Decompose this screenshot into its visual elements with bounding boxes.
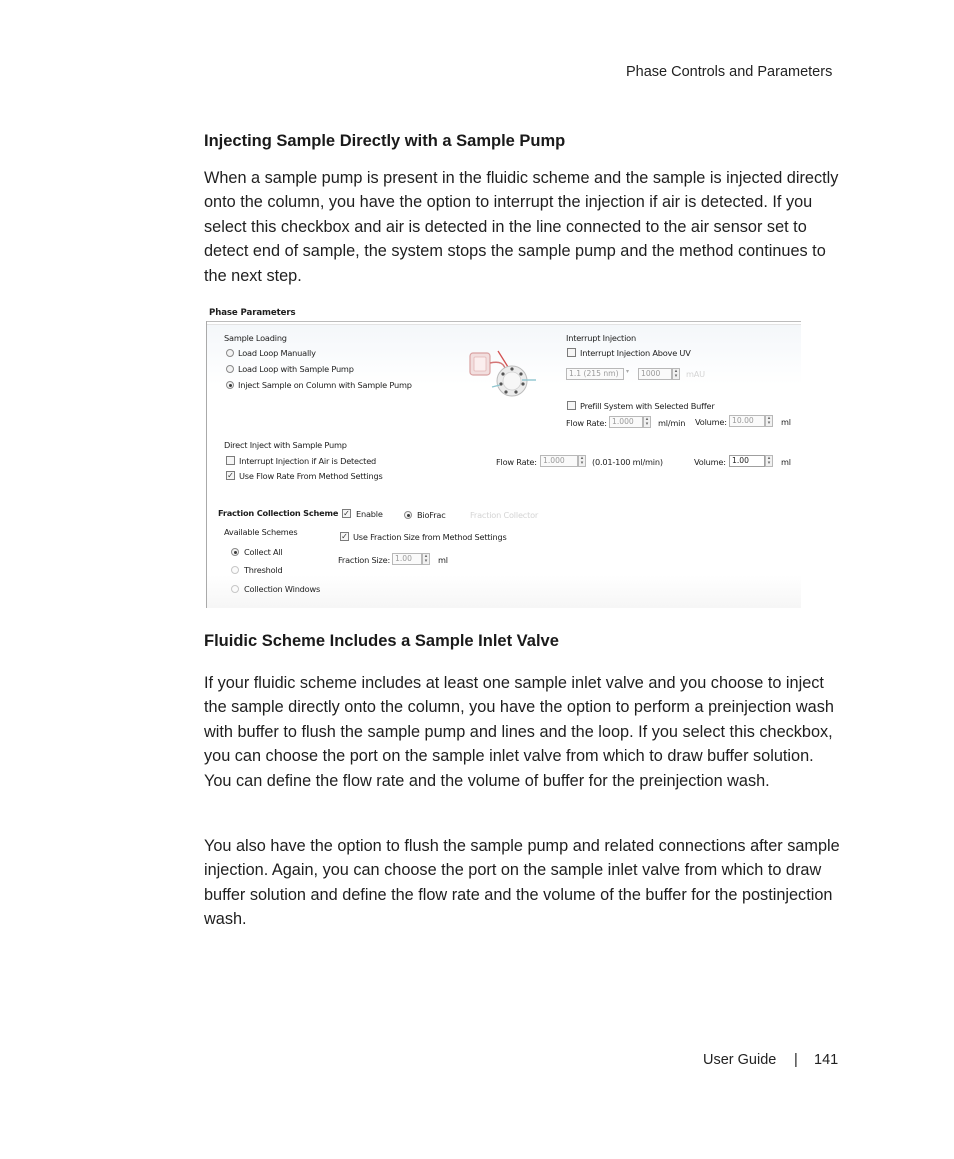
valve-diagram-icon	[466, 347, 536, 405]
checkbox-interrupt-air[interactable]	[226, 456, 235, 465]
direct-volume-input[interactable]: 1.00	[729, 455, 765, 467]
checkbox-interrupt-above-uv[interactable]	[567, 348, 576, 357]
chevron-down-icon[interactable]: ▾	[626, 368, 630, 375]
checkbox-enable-fraction[interactable]: ✓	[343, 509, 350, 518]
direct-flow-rate-label: Flow Rate:	[496, 457, 537, 467]
footer-page-number: 141	[814, 1052, 839, 1068]
radio-collect-all[interactable]	[231, 548, 239, 556]
paragraph-inlet-valve-1: If your fluidic scheme includes at least one sample inlet valve and you choose to inject the sample directly onto the column, you have the option to perform a preinjection wash with buffer to flush the sample pump and lines and the loop. If you select this checkbox, you can choose the port on the sample inlet valve from which to draw buffer solution. You can define the flow rate and the volume of buffer for the preinjection wash.	[204, 674, 834, 790]
use-flow-rate-label: Use Flow Rate From Method Settings	[239, 471, 383, 481]
running-header: Phase Controls and Parameters	[626, 64, 833, 80]
phase-parameters-panel	[206, 305, 801, 608]
prefill-flow-rate-label: Flow Rate:	[566, 418, 607, 428]
prefill-flow-rate-spinner[interactable]: ▴ ▾	[643, 416, 651, 428]
prefill-volume-unit: ml	[781, 417, 791, 427]
load-loop-manually-label: Load Loop Manually	[238, 348, 316, 358]
paragraph-sample-pump: When a sample pump is present in the fluidic scheme and the sample is injected directly onto the column, you have the option to interrupt the injection if air is detected. If you select this checkbox and air is detected in the line connected to the air sensor set to detect end of sample, the system stops the sample pump and the method continues to the next step.	[204, 169, 839, 285]
checkbox-use-fraction-size[interactable]: ✓	[341, 532, 348, 541]
section-heading-sample-pump: Injecting Sample Directly with a Sample Pump	[204, 132, 566, 150]
fraction-size-input[interactable]: 1.00	[392, 553, 422, 565]
fraction-size-spinner[interactable]: ▴ ▾	[422, 553, 430, 565]
direct-flow-rate-range: (0.01-100 ml/min)	[592, 457, 663, 467]
fraction-size-label: Fraction Size:	[338, 555, 391, 565]
prefill-system-label: Prefill System with Selected Buffer	[580, 401, 715, 411]
uv-threshold-input[interactable]: 1000	[638, 368, 672, 380]
inject-sample-on-column-label: Inject Sample on Column with Sample Pump	[238, 380, 412, 390]
prefill-volume-label: Volume:	[695, 417, 727, 427]
interrupt-injection-label: Interrupt Injection	[566, 333, 636, 343]
radio-inject-sample-on-column[interactable]	[226, 381, 234, 389]
panel-divider	[206, 321, 801, 322]
fraction-collection-label: Fraction Collection Scheme	[218, 508, 339, 518]
section-heading-inlet-valve: Fluidic Scheme Includes a Sample Inlet Valve	[204, 632, 559, 650]
fraction-collector-label: Fraction Collector	[470, 510, 539, 520]
threshold-label: Threshold	[244, 565, 283, 575]
biofrac-label: BioFrac	[417, 510, 446, 520]
uv-threshold-spinner[interactable]: ▴ ▾	[672, 368, 680, 380]
uv-unit-label: mAU	[686, 369, 705, 379]
fraction-size-unit: ml	[438, 555, 448, 565]
radio-threshold[interactable]	[231, 566, 239, 574]
enable-label: Enable	[356, 509, 383, 519]
checkbox-use-flow-rate[interactable]: ✓	[227, 471, 234, 480]
interrupt-above-uv-label: Interrupt Injection Above UV	[580, 348, 691, 358]
direct-inject-label: Direct Inject with Sample Pump	[224, 440, 347, 450]
panel-title: Phase Parameters	[209, 308, 296, 318]
footer-guide-label: User Guide	[703, 1052, 777, 1068]
panel-left-border	[206, 321, 207, 608]
prefill-flow-rate-unit: ml/min	[658, 418, 686, 428]
interrupt-air-label: Interrupt Injection if Air is Detected	[239, 456, 377, 466]
footer-separator: |	[794, 1052, 798, 1068]
direct-flow-rate-spinner[interactable]: ▴ ▾	[578, 455, 586, 467]
direct-volume-label: Volume:	[694, 457, 726, 467]
direct-volume-spinner[interactable]: ▴ ▾	[765, 455, 773, 467]
uv-channel-select[interactable]: 1.1 (215 nm)	[566, 368, 624, 380]
paragraph-inlet-valve-2: You also have the option to flush the sample pump and related connections after sample injection. Again, you can choose the port on the sample inlet valve from which to draw buffer solution and define the flow rate and the volume of the buffer for the postinjection wash.	[204, 837, 840, 929]
direct-flow-rate-input[interactable]: 1.000	[540, 455, 578, 467]
sample-loading-label: Sample Loading	[224, 333, 287, 343]
checkbox-prefill-system[interactable]	[567, 401, 576, 410]
radio-biofrac[interactable]	[404, 511, 412, 519]
radio-collection-windows[interactable]	[231, 585, 239, 593]
load-loop-sample-pump-label: Load Loop with Sample Pump	[238, 364, 354, 374]
panel-divider-inner	[206, 324, 801, 325]
radio-load-loop-sample-pump[interactable]	[226, 365, 234, 373]
radio-load-loop-manually[interactable]	[226, 349, 234, 357]
available-schemes-label: Available Schemes	[224, 527, 298, 537]
prefill-volume-spinner[interactable]: ▴ ▾	[765, 415, 773, 427]
direct-volume-unit: ml	[781, 457, 791, 467]
collection-windows-label: Collection Windows	[244, 584, 321, 594]
collect-all-label: Collect All	[244, 547, 283, 557]
prefill-volume-input[interactable]: 10.00	[729, 415, 765, 427]
use-fraction-size-label: Use Fraction Size from Method Settings	[353, 532, 507, 542]
prefill-flow-rate-input[interactable]: 1.000	[609, 416, 643, 428]
